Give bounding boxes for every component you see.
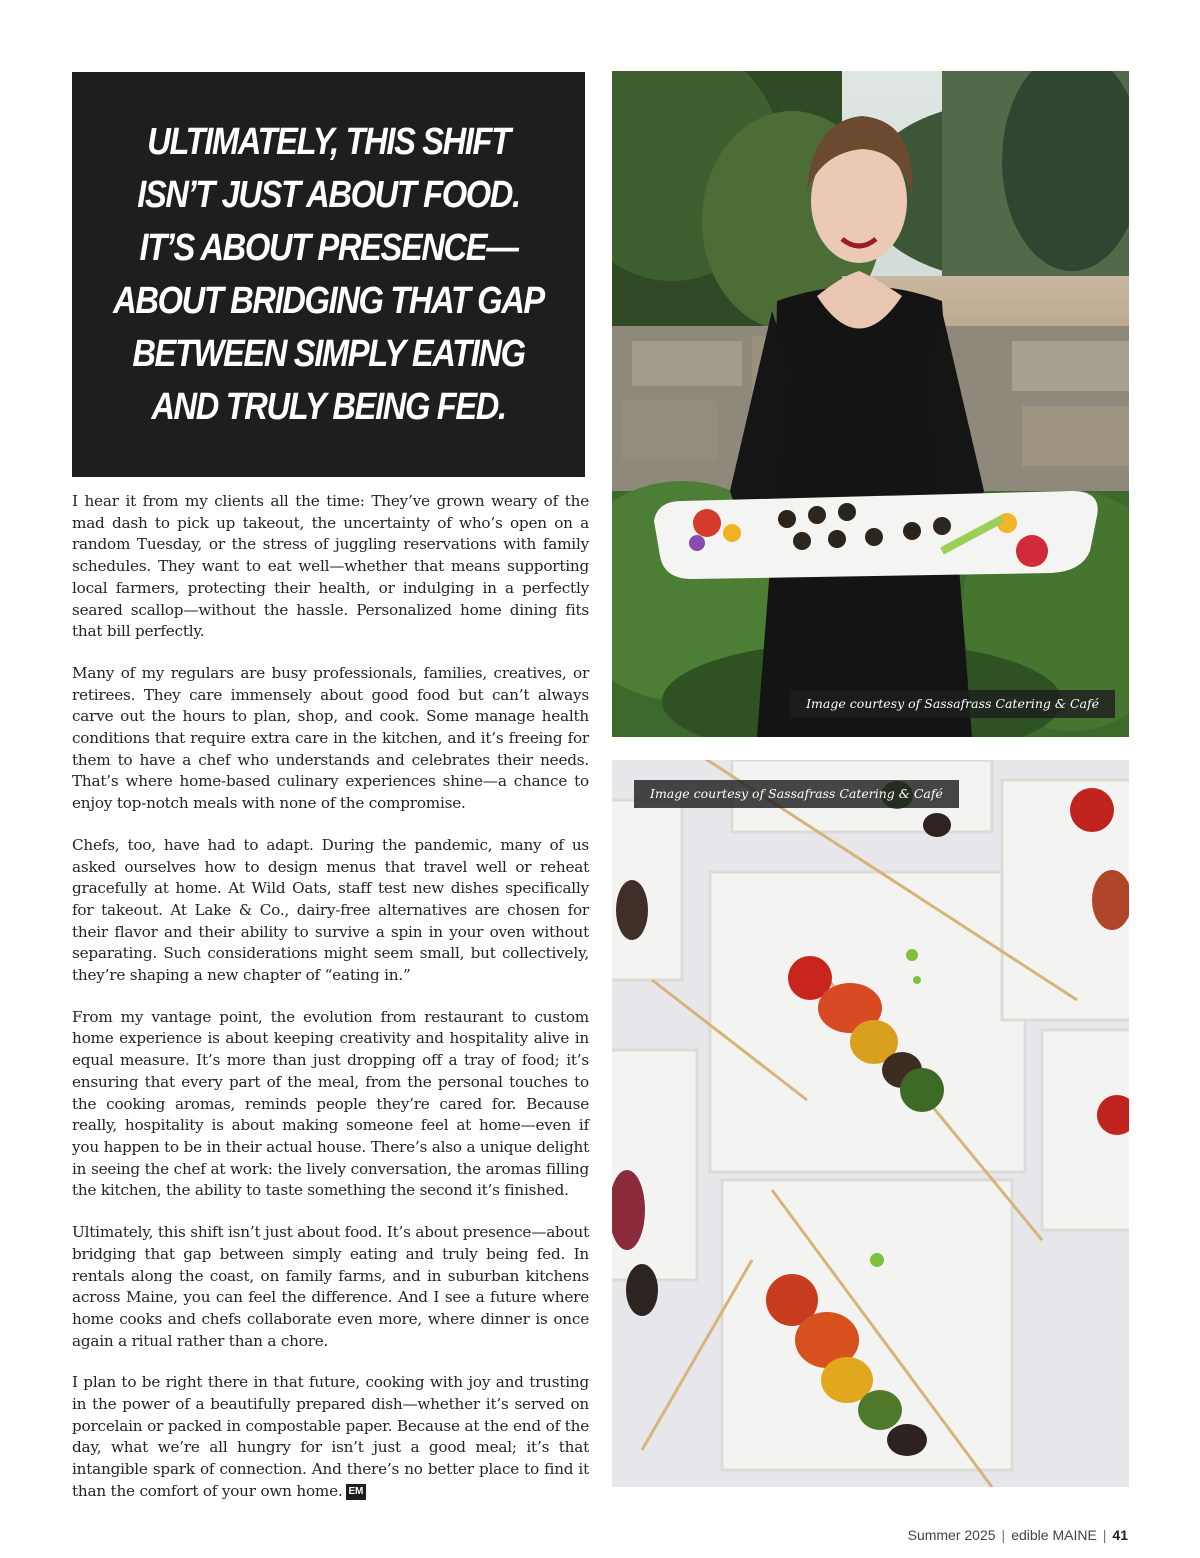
page-number: 41 (1112, 1527, 1128, 1543)
photo-server-illustration (612, 71, 1129, 737)
photo-credit: Image courtesy of Sassafrass Catering & Café (790, 690, 1115, 718)
pull-quote-line: ABOUT BRIDGING THAT GAP (113, 279, 544, 322)
pull-quote-line: IT’S ABOUT PRESENCE— (139, 226, 518, 269)
pull-quote-line: BETWEEN SIMPLY EATING (132, 332, 525, 375)
article-paragraph-text: I plan to be right there in that future, cooking with joy and trusting in the power of a beautifully prepared dish—whether it’s served on porcelain or packed in compostable paper. Because at the end of the day, what we’re all hungry for isn’t just a good meal; it’s that intangible spark of connection. And there’s no better place to find it than the comfort of your own home. (72, 1373, 589, 1500)
pull-quote-text (108, 116, 549, 434)
magazine-name: edible MAINE (1011, 1527, 1097, 1543)
photo-credit: Image courtesy of Sassafrass Catering & Café (634, 780, 959, 808)
photo-server-with-tray (612, 71, 1129, 737)
page-footer (908, 1527, 1128, 1543)
pull-quote-line: ULTIMATELY, THIS SHIFT (147, 120, 510, 163)
photo-skewers-illustration (612, 760, 1129, 1487)
issue-date: Summer 2025 (907, 1527, 996, 1543)
article-paragraph: Chefs, too, have had to adapt. During the pandemic, many of us asked ourselves how to design menus that travel well or reheat gracefully at home. At Wild Oats, staff test new dishes specifically for takeout. At Lake & Co., dairy-free alternatives are chosen for their flavor and their ability to survive a spin in your oven without separating. Such considerations might seem small, but collectively, they’re shaping a new chapter of “eating in.” (72, 835, 589, 985)
pull-quote-box (72, 72, 585, 477)
footer-separator: | (1001, 1527, 1006, 1543)
pull-quote-line: AND TRULY BEING FED. (151, 385, 506, 428)
article-body (72, 491, 589, 1523)
article-paragraph: I hear it from my clients all the time: They’ve grown weary of the mad dash to pick up takeout, the uncertainty of who’s open on a random Tuesday, or the stress of juggling reservations with family schedules. They want to eat well—whether that means supporting local farmers, protecting their health, or indulging in a perfectly seared scallop—without the hassle. Personalized home dining fits that bill perfectly. (72, 492, 589, 641)
article-paragraph-last (72, 1372, 589, 1502)
article-paragraph: Many of my regulars are busy professionals, families, creatives, or retirees. They care immensely about good food but can’t always carve out the hours to plan, shop, and cook. Some manage health conditions that require extra care in the kitchen, and it’s freeing for them to have a chef who understands and celebrates their needs. That’s where home-based culinary experiences shine—a chance to enjoy top-notch meals with none of the compromise. (72, 663, 589, 813)
article-paragraph: From my vantage point, the evolution from restaurant to custom home experience is about keeping creativity and hospitality alive in equal measure. It’s more than just dropping off a tray of food; it’s ensuring that every part of the meal, from the personal touches to the cooking aromas, reminds people they’re cared for. Because really, hospitality is about making someone feel at home—even if you happen to be in their actual house. There’s also a unique delight in seeing the chef at work: the lively conversation, the aromas filling the kitchen, the ability to taste something the second it’s finished. (72, 1007, 589, 1200)
pull-quote-line: ISN’T JUST ABOUT FOOD. (137, 173, 520, 216)
end-mark-icon: EM (346, 1484, 367, 1500)
article-paragraph: Ultimately, this shift isn’t just about food. It’s about presence—about bridging that gap between simply eating and truly being fed. In rentals along the coast, on family farms, and in suburban kitchens across Maine, you can feel the difference. And I see a future where home cooks and chefs collaborate even more, where dinner is once again a ritual rather than a chore. (72, 1223, 589, 1350)
photo-vegetable-skewers (612, 760, 1129, 1487)
footer-separator: | (1102, 1527, 1107, 1543)
